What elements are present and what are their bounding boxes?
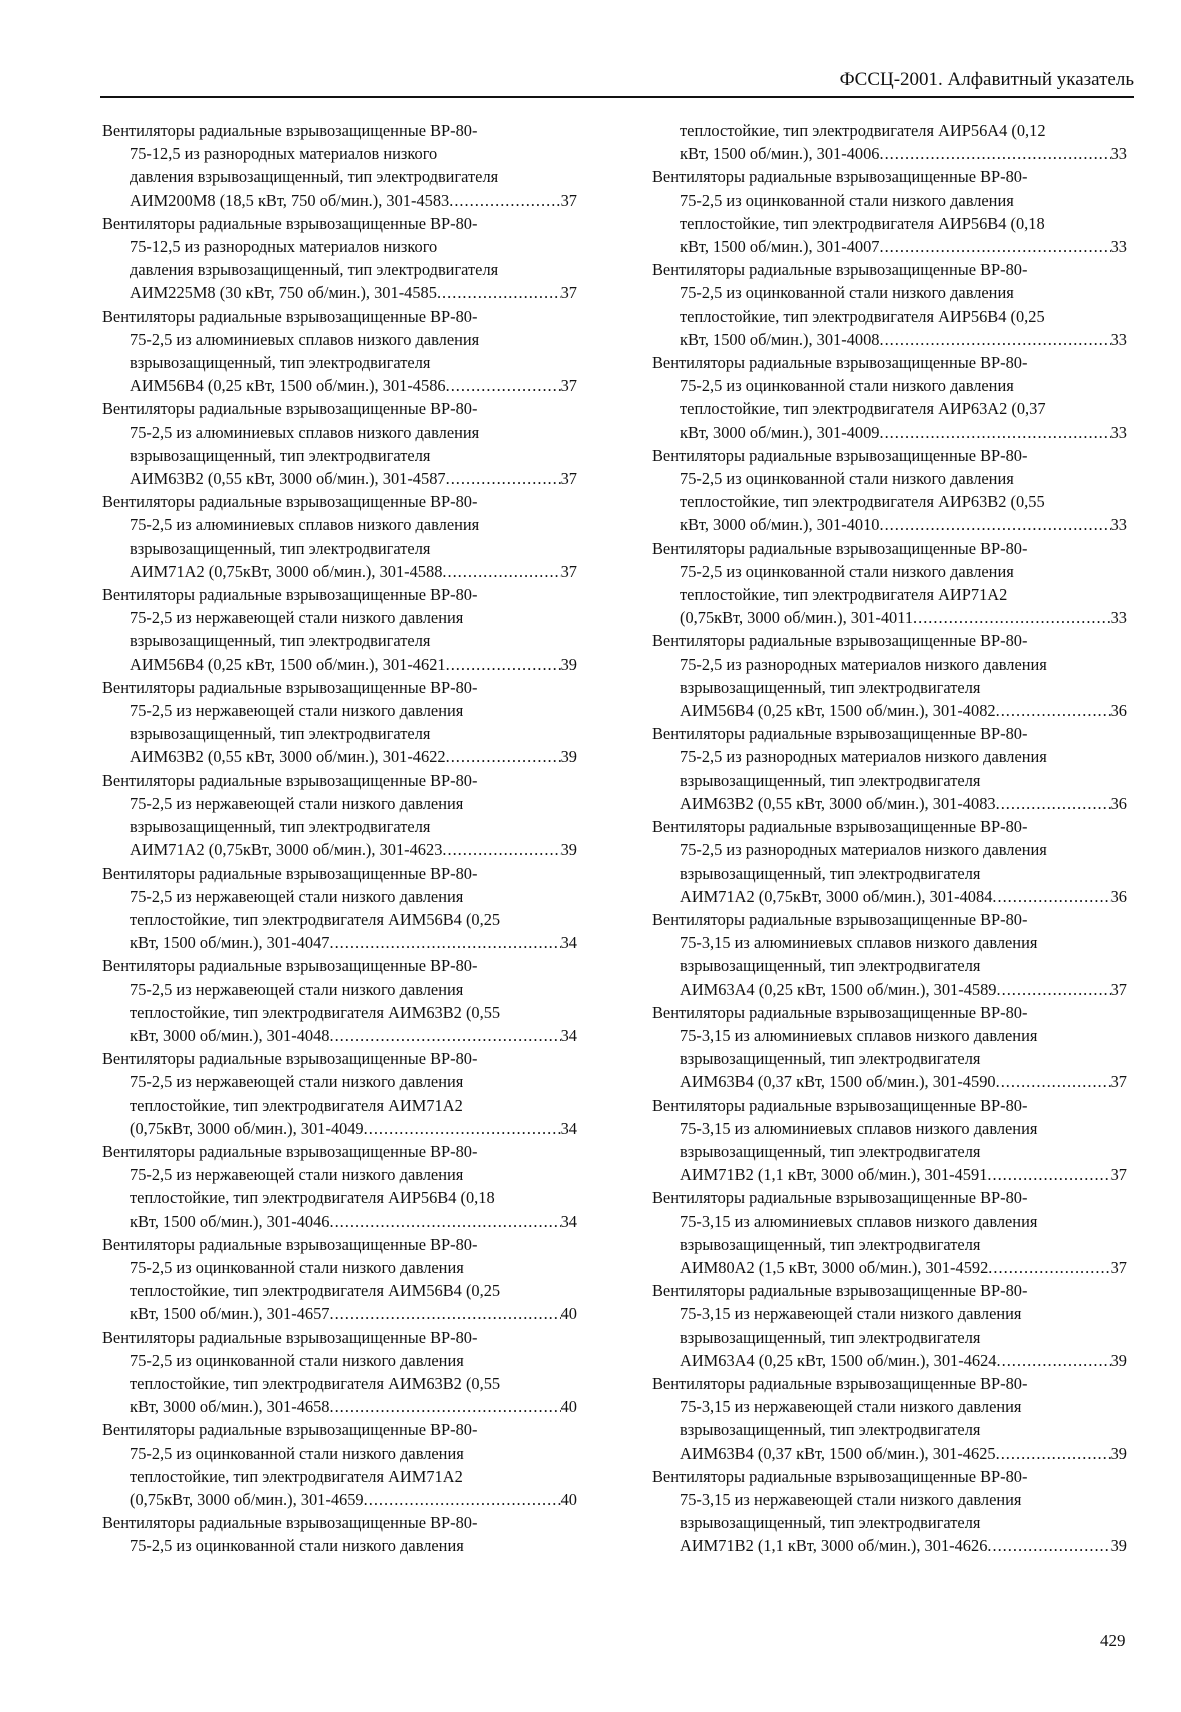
- entry-continuation-line: 75-2,5 из алюминиевых сплавов низкого давления: [130, 329, 480, 349]
- entry-page-number: 37: [560, 190, 577, 210]
- entry-reference-line: [102, 1210, 577, 1233]
- dot-leader: [879, 421, 1110, 444]
- entry-continuation-line: 75-2,5 из разнородных материалов низкого давления: [680, 747, 1047, 767]
- entry-reference-line: [652, 699, 1127, 722]
- entry-reference-line: [652, 119, 1127, 142]
- entry-heading-line: Вентиляторы радиальные взрывозащищенные ВР-80-: [102, 1513, 478, 1533]
- entry-page-number: 36: [1110, 701, 1127, 721]
- entry-reference-line: [652, 1534, 1127, 1557]
- index-entry: [102, 1511, 577, 1557]
- dot-leader: [329, 1024, 560, 1047]
- entry-continuation-line: давления взрывозащищенный, тип электродвигателя: [130, 260, 499, 280]
- dot-leader: [987, 1163, 1110, 1186]
- index-entry: [102, 305, 577, 398]
- entry-continuation-line: 75-12,5 из разнородных материалов низкого: [130, 237, 438, 257]
- index-entry: [102, 583, 577, 676]
- entry-continuation-line: 75-2,5 из нержавеющей стали низкого давления: [130, 1072, 464, 1092]
- entry-continuation-line: взрывозащищенный, тип электродвигателя: [680, 1420, 981, 1440]
- entry-heading-line: Вентиляторы радиальные взрывозащищенные ВР-80-: [652, 538, 1028, 558]
- entry-reference-text: (0,75кВт, 3000 об/мин.), 301-4659: [130, 1489, 364, 1509]
- entry-page-number: 40: [560, 1397, 577, 1417]
- entry-heading-line: Вентиляторы радиальные взрывозащищенные ВР-80-: [102, 1141, 478, 1161]
- entry-reference-line: [652, 1256, 1127, 1279]
- entry-reference-line: [102, 745, 577, 768]
- entry-reference-line: [652, 1349, 1127, 1372]
- entry-reference-line: [102, 560, 577, 583]
- entry-page-number: 37: [1110, 1072, 1127, 1092]
- entry-continuation-line: взрывозащищенный, тип электродвигателя: [680, 1141, 981, 1161]
- dot-leader: [364, 1488, 561, 1511]
- entry-page-number: 34: [560, 1025, 577, 1045]
- entry-reference-text: АИМ225М8 (30 кВт, 750 об/мин.), 301-4585: [130, 283, 437, 303]
- entry-continuation-line: 75-2,5 из оцинкованной стали низкого давления: [680, 283, 1014, 303]
- dot-leader: [879, 328, 1110, 351]
- entry-continuation-line: 75-2,5 из оцинкованной стали низкого давления: [680, 469, 1014, 489]
- entry-reference-line: [102, 467, 577, 490]
- dot-leader: [329, 1210, 560, 1233]
- entry-reference-text: АИМ63В2 (0,55 кВт, 3000 об/мин.), 301-4587: [130, 469, 446, 489]
- dot-leader: [442, 838, 560, 861]
- index-entry: [652, 1186, 1127, 1279]
- dot-leader: [988, 1256, 1110, 1279]
- entry-reference-text: кВт, 3000 об/мин.), 301-4009: [680, 422, 880, 442]
- entry-continuation-line: взрывозащищенный, тип электродвигателя: [130, 631, 431, 651]
- entry-reference-text: АИМ63В4 (0,37 кВт, 1500 об/мин.), 301-4590: [680, 1072, 996, 1092]
- dot-leader: [997, 1349, 1111, 1372]
- index-entry: [102, 676, 577, 769]
- entry-reference-text: АИМ71А2 (0,75кВт, 3000 об/мин.), 301-4623: [130, 840, 443, 860]
- entry-reference-line: [102, 1117, 577, 1140]
- index-column-left: [102, 119, 577, 1558]
- entry-reference-line: [102, 1395, 577, 1418]
- entry-heading-line: Вентиляторы радиальные взрывозащищенные ВР-80-: [102, 770, 478, 790]
- index-entry: [652, 815, 1127, 908]
- entry-continuation-line: теплостойкие, тип электродвигателя АИР56В4 (0,18: [130, 1188, 495, 1208]
- entry-reference-text: кВт, 1500 об/мин.), 301-4007: [680, 237, 880, 257]
- entry-continuation-line: 75-3,15 из алюминиевых сплавов низкого давления: [680, 1025, 1038, 1045]
- entry-reference-text: АИМ71А2 (0,75кВт, 3000 об/мин.), 301-4588: [130, 561, 443, 581]
- entry-page-number: 36: [1110, 886, 1127, 906]
- dot-leader: [879, 142, 1110, 165]
- page-number: 429: [1100, 1631, 1126, 1650]
- entry-reference-text: кВт, 3000 об/мин.), 301-4048: [130, 1025, 330, 1045]
- entry-reference-text: АИМ80А2 (1,5 кВт, 3000 об/мин.), 301-4592: [680, 1257, 989, 1277]
- entry-heading-line: Вентиляторы радиальные взрывозащищенные ВР-80-: [102, 677, 478, 697]
- entry-continuation-line: 75-2,5 из нержавеющей стали низкого давления: [130, 608, 464, 628]
- entry-reference-text: кВт, 1500 об/мин.), 301-4657: [130, 1304, 330, 1324]
- entry-continuation-line: 75-2,5 из оцинкованной стали низкого давления: [130, 1350, 464, 1370]
- index-entry: [652, 722, 1127, 815]
- entry-reference-line: [102, 1488, 577, 1511]
- index-entry: [652, 1001, 1127, 1094]
- entry-continuation-line: теплостойкие, тип электродвигателя АИР56В4 (0,18: [680, 213, 1045, 233]
- entry-heading-line: Вентиляторы радиальные взрывозащищенные ВР-80-: [652, 260, 1028, 280]
- index-entry: [102, 1140, 577, 1233]
- entry-continuation-line: взрывозащищенный, тип электродвигателя: [130, 353, 431, 373]
- dot-leader: [446, 653, 561, 676]
- entry-continuation-line: взрывозащищенный, тип электродвигателя: [680, 1327, 981, 1347]
- entry-page-number: 33: [1110, 608, 1127, 628]
- entry-continuation-line: взрывозащищенный, тип электродвигателя: [680, 677, 981, 697]
- entry-reference-line: [652, 235, 1127, 258]
- entry-page-number: 33: [1110, 237, 1127, 257]
- entry-reference-line: [102, 1302, 577, 1325]
- entry-heading-line: Вентиляторы радиальные взрывозащищенные ВР-80-: [652, 724, 1028, 744]
- index-entry: [652, 165, 1127, 258]
- entry-continuation-line: 75-2,5 из нержавеющей стали низкого давления: [130, 701, 464, 721]
- entry-continuation-line: теплостойкие, тип электродвигателя АИМ63В2 (0,55: [130, 1373, 501, 1393]
- entry-continuation-line: взрывозащищенный, тип электродвигателя: [680, 1049, 981, 1069]
- entry-continuation-line: 75-2,5 из оцинкованной стали низкого давления: [130, 1443, 464, 1463]
- entry-page-number: 34: [560, 1118, 577, 1138]
- index-column-right: [652, 119, 1127, 1558]
- entry-page-number: 33: [1110, 329, 1127, 349]
- entry-reference-text: (0,75кВт, 3000 об/мин.), 301-4049: [130, 1118, 364, 1138]
- entry-page-number: 39: [560, 654, 577, 674]
- entry-reference-text: АИМ200М8 (18,5 кВт, 750 об/мин.), 301-4583: [130, 190, 450, 210]
- index-entry: [652, 258, 1127, 351]
- entry-page-number: 40: [560, 1304, 577, 1324]
- dot-leader: [329, 931, 560, 954]
- index-entry: [652, 629, 1127, 722]
- entry-heading-line: Вентиляторы радиальные взрывозащищенные ВР-80-: [652, 1373, 1028, 1393]
- entry-continuation-line: теплостойкие, тип электродвигателя АИМ71А2: [130, 1466, 463, 1486]
- dot-leader: [996, 1442, 1111, 1465]
- entry-heading-line: Вентиляторы радиальные взрывозащищенные ВР-80-: [652, 1281, 1028, 1301]
- dot-leader: [437, 281, 561, 304]
- entry-heading-line: Вентиляторы радиальные взрывозащищенные ВР-80-: [102, 213, 478, 233]
- entry-continuation-line: взрывозащищенный, тип электродвигателя: [680, 1513, 981, 1533]
- entry-continuation-line: теплостойкие, тип электродвигателя АИР63В2 (0,55: [680, 492, 1045, 512]
- entry-page-number: 40: [560, 1489, 577, 1509]
- entry-heading-line: Вентиляторы радиальные взрывозащищенные ВР-80-: [102, 121, 478, 140]
- entry-reference-line: [652, 328, 1127, 351]
- index-entry: [102, 1326, 577, 1419]
- entry-reference-text: кВт, 1500 об/мин.), 301-4008: [680, 329, 880, 349]
- index-entry: [102, 490, 577, 583]
- entry-heading-line: Вентиляторы радиальные взрывозащищенные ВР-80-: [652, 631, 1028, 651]
- entry-continuation-line: теплостойкие, тип электродвигателя АИМ56В4 (0,25: [130, 909, 501, 929]
- entry-continuation-line: 75-2,5 из оцинкованной стали низкого давления: [130, 1257, 464, 1277]
- index-entry: [102, 212, 577, 305]
- entry-continuation-line: давления взрывозащищенный, тип электродвигателя: [130, 167, 499, 187]
- entry-page-number: 39: [1110, 1350, 1127, 1370]
- entry-heading-line: Вентиляторы радиальные взрывозащищенные ВР-80-: [652, 817, 1028, 837]
- entry-continuation-line: 75-2,5 из нержавеющей стали низкого давления: [130, 886, 464, 906]
- dot-leader: [913, 606, 1111, 629]
- entry-continuation-line: взрывозащищенный, тип электродвигателя: [680, 770, 981, 790]
- entry-heading-line: Вентиляторы радиальные взрывозащищенные ВР-80-: [102, 585, 478, 605]
- index-entry: [102, 769, 577, 862]
- dot-leader: [879, 513, 1110, 536]
- entry-heading-line: Вентиляторы радиальные взрывозащищенные ВР-80-: [102, 306, 478, 326]
- entry-reference-line: [102, 653, 577, 676]
- entry-continuation-line: теплостойкие, тип электродвигателя АИМ63В2 (0,55: [130, 1002, 501, 1022]
- dot-leader: [449, 189, 560, 212]
- dot-leader: [996, 792, 1111, 815]
- entry-reference-text: кВт, 3000 об/мин.), 301-4010: [680, 515, 880, 535]
- entry-continuation-line: 75-12,5 из разнородных материалов низкого: [130, 144, 438, 164]
- entry-heading-line: Вентиляторы радиальные взрывозащищенные ВР-80-: [652, 167, 1028, 187]
- entry-page-number: 37: [560, 469, 577, 489]
- dot-leader: [879, 235, 1110, 258]
- entry-reference-text: АИМ56В4 (0,25 кВт, 1500 об/мин.), 301-4082: [680, 701, 996, 721]
- entry-heading-line: Вентиляторы радиальные взрывозащищенные ВР-80-: [652, 909, 1028, 929]
- entry-continuation-line: взрывозащищенный, тип электродвигателя: [130, 538, 431, 558]
- entry-heading-line: Вентиляторы радиальные взрывозащищенные ВР-80-: [102, 1327, 478, 1347]
- entry-continuation-line: взрывозащищенный, тип электродвигателя: [680, 863, 981, 883]
- entry-reference-line: [102, 189, 577, 212]
- entry-page-number: 39: [1110, 1443, 1127, 1463]
- entry-reference-text: кВт, 3000 об/мин.), 301-4658: [130, 1397, 330, 1417]
- dot-leader: [446, 374, 561, 397]
- entry-continuation-line: 75-2,5 из оцинкованной стали низкого давления: [680, 561, 1014, 581]
- entry-continuation-line: теплостойкие, тип электродвигателя АИР56В4 (0,25: [680, 306, 1045, 326]
- entry-reference-text: АИМ71А2 (0,75кВт, 3000 об/мин.), 301-4084: [680, 886, 993, 906]
- entry-continuation-line: взрывозащищенный, тип электродвигателя: [130, 817, 431, 837]
- entry-page-number: 37: [1110, 1257, 1127, 1277]
- entry-page-number: 37: [560, 376, 577, 396]
- entry-heading-line: Вентиляторы радиальные взрывозащищенные ВР-80-: [652, 1002, 1028, 1022]
- entry-page-number: 39: [1110, 1536, 1127, 1556]
- entry-heading-line: Вентиляторы радиальные взрывозащищенные ВР-80-: [652, 1095, 1028, 1115]
- entry-reference-line: [652, 978, 1127, 1001]
- entry-reference-line: [652, 885, 1127, 908]
- entry-reference-line: [102, 838, 577, 861]
- entry-reference-text: АИМ71В2 (1,1 кВт, 3000 об/мин.), 301-4626: [680, 1536, 988, 1556]
- index-entry: [102, 1047, 577, 1140]
- entry-continuation-line: 75-2,5 из алюминиевых сплавов низкого давления: [130, 422, 480, 442]
- entry-reference-text: кВт, 1500 об/мин.), 301-4047: [130, 933, 330, 953]
- entry-continuation-line: 75-2,5 из нержавеющей стали низкого давления: [130, 793, 464, 813]
- entry-continuation-line: 75-2,5 из оцинкованной стали низкого давления: [680, 376, 1014, 396]
- index-entry: [652, 119, 1127, 142]
- entry-continuation-line: 75-3,15 из нержавеющей стали низкого давления: [680, 1397, 1022, 1417]
- entry-reference-text: АИМ56В4 (0,25 кВт, 1500 об/мин.), 301-4621: [130, 654, 446, 674]
- entry-reference-line: [652, 142, 1127, 165]
- dot-leader: [329, 1302, 560, 1325]
- entry-continuation-line: теплостойкие, тип электродвигателя АИР63А2 (0,37: [680, 399, 1046, 419]
- entry-page-number: 37: [560, 283, 577, 303]
- dot-leader: [997, 978, 1111, 1001]
- entry-reference-line: [652, 421, 1127, 444]
- entry-reference-line: [652, 1070, 1127, 1093]
- entry-reference-line: [102, 281, 577, 304]
- entry-heading-line: Вентиляторы радиальные взрывозащищенные ВР-80-: [102, 399, 478, 419]
- entry-heading-line: Вентиляторы радиальные взрывозащищенные ВР-80-: [102, 492, 478, 512]
- entry-reference-text: кВт, 1500 об/мин.), 301-4006: [680, 144, 880, 164]
- index-entry: [652, 142, 1127, 165]
- dot-leader: [329, 1395, 560, 1418]
- index-entry: [652, 908, 1127, 1001]
- running-header: [100, 64, 1134, 98]
- entry-reference-line: [652, 792, 1127, 815]
- index-entry: [652, 1279, 1127, 1372]
- index-entry: [102, 862, 577, 955]
- index-entry: [652, 1465, 1127, 1558]
- entry-continuation-line: взрывозащищенный, тип электродвигателя: [130, 445, 431, 465]
- entry-reference-line: [102, 374, 577, 397]
- entry-reference-line: [652, 1163, 1127, 1186]
- entry-reference-line: [102, 931, 577, 954]
- entry-page-number: 39: [560, 840, 577, 860]
- entry-page-number: 37: [1110, 979, 1127, 999]
- dot-leader: [987, 1534, 1110, 1557]
- entry-heading-line: Вентиляторы радиальные взрывозащищенные ВР-80-: [652, 1188, 1028, 1208]
- index-entry: [652, 1372, 1127, 1465]
- entry-heading-line: Вентиляторы радиальные взрывозащищенные ВР-80-: [102, 956, 478, 976]
- entry-page-number: 34: [560, 1211, 577, 1231]
- entry-heading-line: Вентиляторы радиальные взрывозащищенные ВР-80-: [102, 1420, 478, 1440]
- entry-continuation-line: 75-2,5 из оцинкованной стали низкого давления: [130, 1536, 464, 1556]
- index-entry: [102, 1233, 577, 1326]
- entry-continuation-line: 75-3,15 из нержавеющей стали низкого давления: [680, 1304, 1022, 1324]
- entry-heading-line: Вентиляторы радиальные взрывозащищенные ВР-80-: [652, 445, 1028, 465]
- entry-continuation-line: взрывозащищенный, тип электродвигателя: [130, 724, 431, 744]
- entry-continuation-line: 75-2,5 из нержавеющей стали низкого давления: [130, 979, 464, 999]
- dot-leader: [446, 467, 561, 490]
- entry-page-number: 37: [560, 561, 577, 581]
- dot-leader: [442, 560, 560, 583]
- index-entry: [652, 444, 1127, 537]
- index-entry: [652, 351, 1127, 444]
- entry-continuation-line: взрывозащищенный, тип электродвигателя: [680, 1234, 981, 1254]
- entry-page-number: 34: [560, 933, 577, 953]
- index-entry: [102, 119, 577, 212]
- entry-reference-text: АИМ63А4 (0,25 кВт, 1500 об/мин.), 301-4624: [680, 1350, 997, 1370]
- index-entry: [102, 1418, 577, 1511]
- entry-continuation-line: 75-3,15 из алюминиевых сплавов низкого давления: [680, 1118, 1038, 1138]
- entry-continuation-line: 75-3,15 из алюминиевых сплавов низкого давления: [680, 1211, 1038, 1231]
- entry-reference-line: [102, 1024, 577, 1047]
- entry-reference-text: АИМ71В2 (1,1 кВт, 3000 об/мин.), 301-4591: [680, 1165, 988, 1185]
- entry-reference-text: АИМ63А4 (0,25 кВт, 1500 об/мин.), 301-4589: [680, 979, 997, 999]
- entry-reference-text: (0,75кВт, 3000 об/мин.), 301-4011: [680, 608, 914, 628]
- dot-leader: [364, 1117, 561, 1140]
- entry-continuation-line: теплостойкие, тип электродвигателя АИМ56В4 (0,25: [130, 1281, 501, 1301]
- entry-page-number: 33: [1110, 422, 1127, 442]
- header-title: ФССЦ-2001. Алфавитный указатель: [839, 69, 1134, 90]
- entry-reference-line: [652, 513, 1127, 536]
- entry-reference-text: АИМ63В2 (0,55 кВт, 3000 об/мин.), 301-4622: [130, 747, 446, 767]
- entry-page-number: 39: [560, 747, 577, 767]
- entry-heading-line: Вентиляторы радиальные взрывозащищенные ВР-80-: [102, 1234, 478, 1254]
- entry-continuation-line: 75-2,5 из оцинкованной стали низкого давления: [680, 190, 1014, 210]
- entry-continuation-line: 75-3,15 из алюминиевых сплавов низкого давления: [680, 933, 1038, 953]
- entry-continuation-line: взрывозащищенный, тип электродвигателя: [680, 956, 981, 976]
- entry-continuation-line: 75-3,15 из нержавеющей стали низкого давления: [680, 1489, 1022, 1509]
- index-entry: [652, 1094, 1127, 1187]
- entry-page-number: 37: [1110, 1165, 1127, 1185]
- entry-reference-text: теплостойкие, тип электродвигателя АИР56А4 (0,12: [680, 121, 1046, 140]
- entry-heading-line: Вентиляторы радиальные взрывозащищенные ВР-80-: [652, 1466, 1028, 1486]
- dot-leader: [996, 699, 1111, 722]
- dot-leader: [996, 1070, 1111, 1093]
- entry-page-number: 33: [1110, 144, 1127, 164]
- index-entry: [102, 954, 577, 1047]
- entry-reference-line: [652, 1442, 1127, 1465]
- entry-continuation-line: теплостойкие, тип электродвигателя АИР71А2: [680, 585, 1008, 605]
- entry-continuation-line: теплостойкие, тип электродвигателя АИМ71А2: [130, 1095, 463, 1115]
- entry-page-number: 36: [1110, 793, 1127, 813]
- entry-heading-line: Вентиляторы радиальные взрывозащищенные ВР-80-: [102, 863, 478, 883]
- entry-page-number: 33: [1110, 515, 1127, 535]
- entry-reference-text: АИМ56В4 (0,25 кВт, 1500 об/мин.), 301-4586: [130, 376, 446, 396]
- entry-continuation-line: 75-2,5 из нержавеющей стали низкого давления: [130, 1165, 464, 1185]
- entry-heading-line: Вентиляторы радиальные взрывозащищенные ВР-80-: [652, 353, 1028, 373]
- index-entry: [652, 537, 1127, 630]
- entry-reference-text: кВт, 1500 об/мин.), 301-4046: [130, 1211, 330, 1231]
- entry-continuation-line: 75-2,5 из разнородных материалов низкого давления: [680, 654, 1047, 674]
- entry-reference-text: АИМ63В4 (0,37 кВт, 1500 об/мин.), 301-4625: [680, 1443, 996, 1463]
- dot-leader: [446, 745, 561, 768]
- entry-heading-line: Вентиляторы радиальные взрывозащищенные ВР-80-: [102, 1049, 478, 1069]
- entry-continuation-line: 75-2,5 из алюминиевых сплавов низкого давления: [130, 515, 480, 535]
- index-entry: [102, 397, 577, 490]
- entry-reference-text: АИМ63В2 (0,55 кВт, 3000 об/мин.), 301-4083: [680, 793, 996, 813]
- dot-leader: [992, 885, 1110, 908]
- entry-continuation-line: 75-2,5 из разнородных материалов низкого давления: [680, 840, 1047, 860]
- entry-reference-line: [652, 606, 1127, 629]
